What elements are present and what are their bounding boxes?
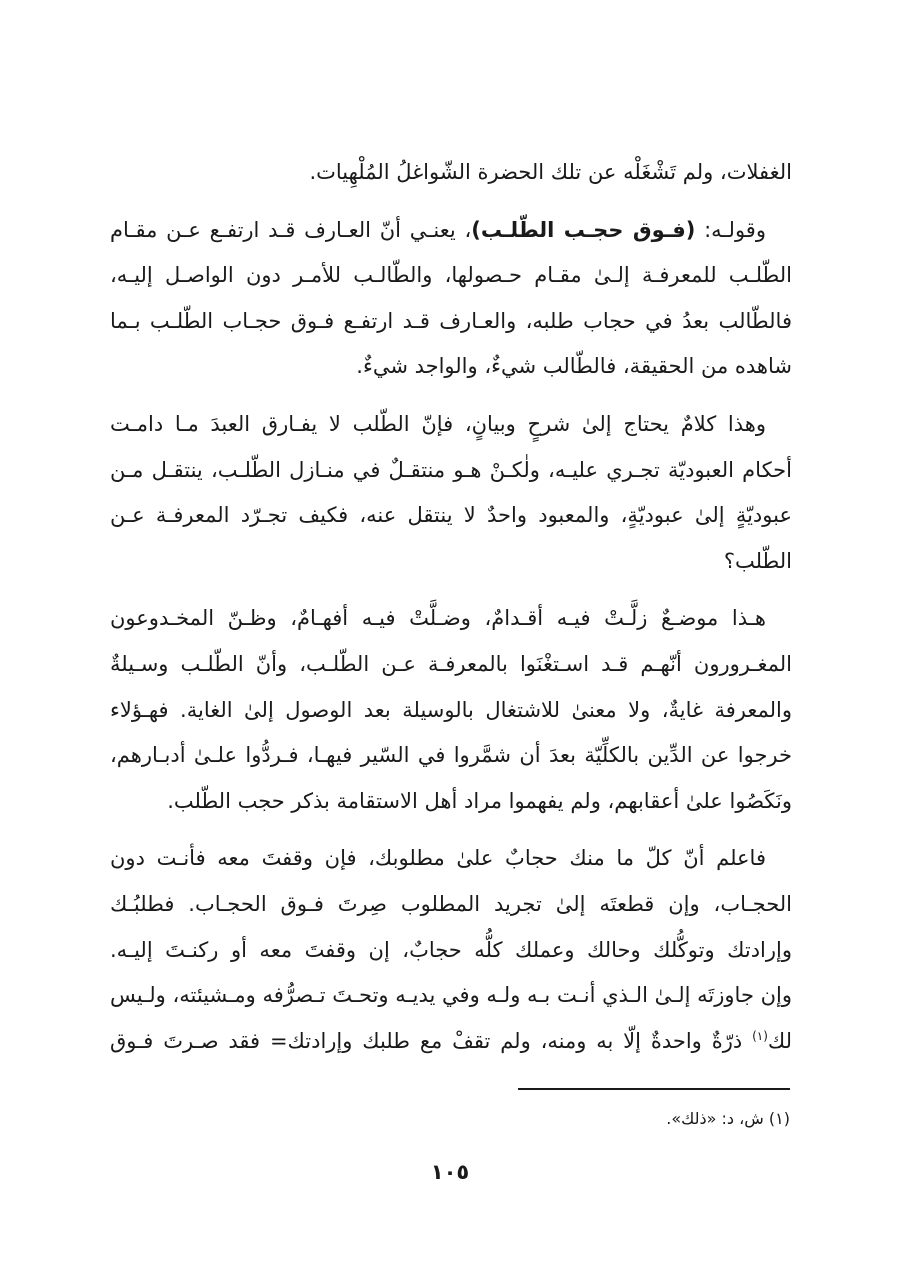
text-line: أحكام العبوديّة تجـري عليـه، ولٰكـنْ هـو منتقـلٌ في منـازل الطّلـب، ينتقـل مـن xyxy=(110,457,792,482)
footnote-separator xyxy=(518,1088,790,1090)
text-line: الطّلـب للمعرفـة إلـىٰ مقـام حـصولها، والطّالـب للأمـر دون الواصـل إليـه، xyxy=(110,263,792,288)
text-line: خرجوا عن الدِّين بالكلِّيّة بعدَ أن شمَّروا في السّير فيهـا، فـردُّوا علـىٰ أدبـارهم، xyxy=(110,743,792,768)
text-span: ، يعنـي أنّ العـارف قـد ارتفـع عـن مقـام xyxy=(110,217,472,242)
text-line: الطّلب؟ xyxy=(723,548,792,573)
text-span: لك xyxy=(767,1028,792,1053)
text-line: الحجـاب، وإن قطعتَه إلىٰ تجريد المطلوب صِرتَ فـوق الحجـاب. فطلبُـك xyxy=(110,891,792,916)
text-line: فاعلم أنّ كلّ ما منك حجابٌ علىٰ مطلوبك، فإن وقفتَ معه فأنـت دون xyxy=(110,846,766,871)
paragraph-4 xyxy=(110,596,792,824)
page-number: ١٠٥ xyxy=(430,1160,470,1184)
text-line xyxy=(110,208,792,254)
text-line: وإن جاوزتَه إلـىٰ الـذي أنـت بـه ولـه وفي يديـه وتحـتَ تـصرُّفه ومـشيئته، ولـيس xyxy=(110,983,792,1008)
page-body xyxy=(110,150,792,1076)
paragraph-5 xyxy=(110,836,792,1064)
footnote: (١) ش، د: «ذلك». xyxy=(666,1109,790,1128)
bold-phrase: (فـوق حجـب الطّلـب) xyxy=(471,217,696,242)
text-line: ونَكَصُوا علىٰ أعقابهم، ولم يفهموا مراد أهل الاستقامة بذكر حجب الطّلب. xyxy=(167,788,792,813)
text-line: عبوديّةٍ إلىٰ عبوديّةٍ، والمعبود واحدٌ لا ينتقل عنه، فكيف تجـرّد المعرفـة عـن xyxy=(110,503,792,528)
text-span: ذرّةٌ واحدةٌ إلّا به ومنه، ولم تقفْ مع طلبك وإرادتك= فقد صـرتَ فـوق xyxy=(110,1028,753,1053)
text-line xyxy=(110,1019,792,1065)
text-line: وإرادتك وتوكُّلك وحالك وعملك كلُّه حجابٌ، إن وقفتَ معه أو ركنـتَ إليـه. xyxy=(110,937,792,962)
footnote-ref[interactable]: (١) xyxy=(752,1028,768,1043)
text-line: شاهده من الحقيقة، فالطّالب شيءٌ، والواجد شيءٌ. xyxy=(356,354,792,379)
text-span: وقولـه: xyxy=(695,217,766,242)
text-line: هـذا موضـعٌ زلَّـتْ فيـه أقـدامٌ، وضـلَّتْ فيـه أفهـامٌ، وظـنّ المخـدوعون xyxy=(110,606,766,631)
text-line: فالطّالب بعدُ في حجاب طلبه، والعـارف قـد ارتفـع فـوق حجـاب الطّلـب بـما xyxy=(110,308,792,333)
paragraph-2 xyxy=(110,208,792,390)
text-line: وهذا كلامٌ يحتاج إلىٰ شرحٍ وبيانٍ، فإنّ الطّلب لا يفـارق العبدَ مـا دامـت xyxy=(110,411,766,436)
text-line: الغفلات، ولم تَشْغَلْه عن تلك الحضرة الشّواغلُ المُلْهِيات. xyxy=(309,160,792,184)
text-line: المغـرورون أنّهـم قـد اسـتغْنَوا بالمعرفـة عـن الطّلـب، وأنّ الطّلـب وسـيلةٌ xyxy=(110,651,792,676)
paragraph-1 xyxy=(110,150,792,196)
paragraph-3 xyxy=(110,402,792,584)
text-line: والمعرفة غايةٌ، ولا معنىٰ للاشتغال بالوسيلة بعد الوصول إلىٰ الغاية. فهـؤلاء xyxy=(110,697,792,722)
